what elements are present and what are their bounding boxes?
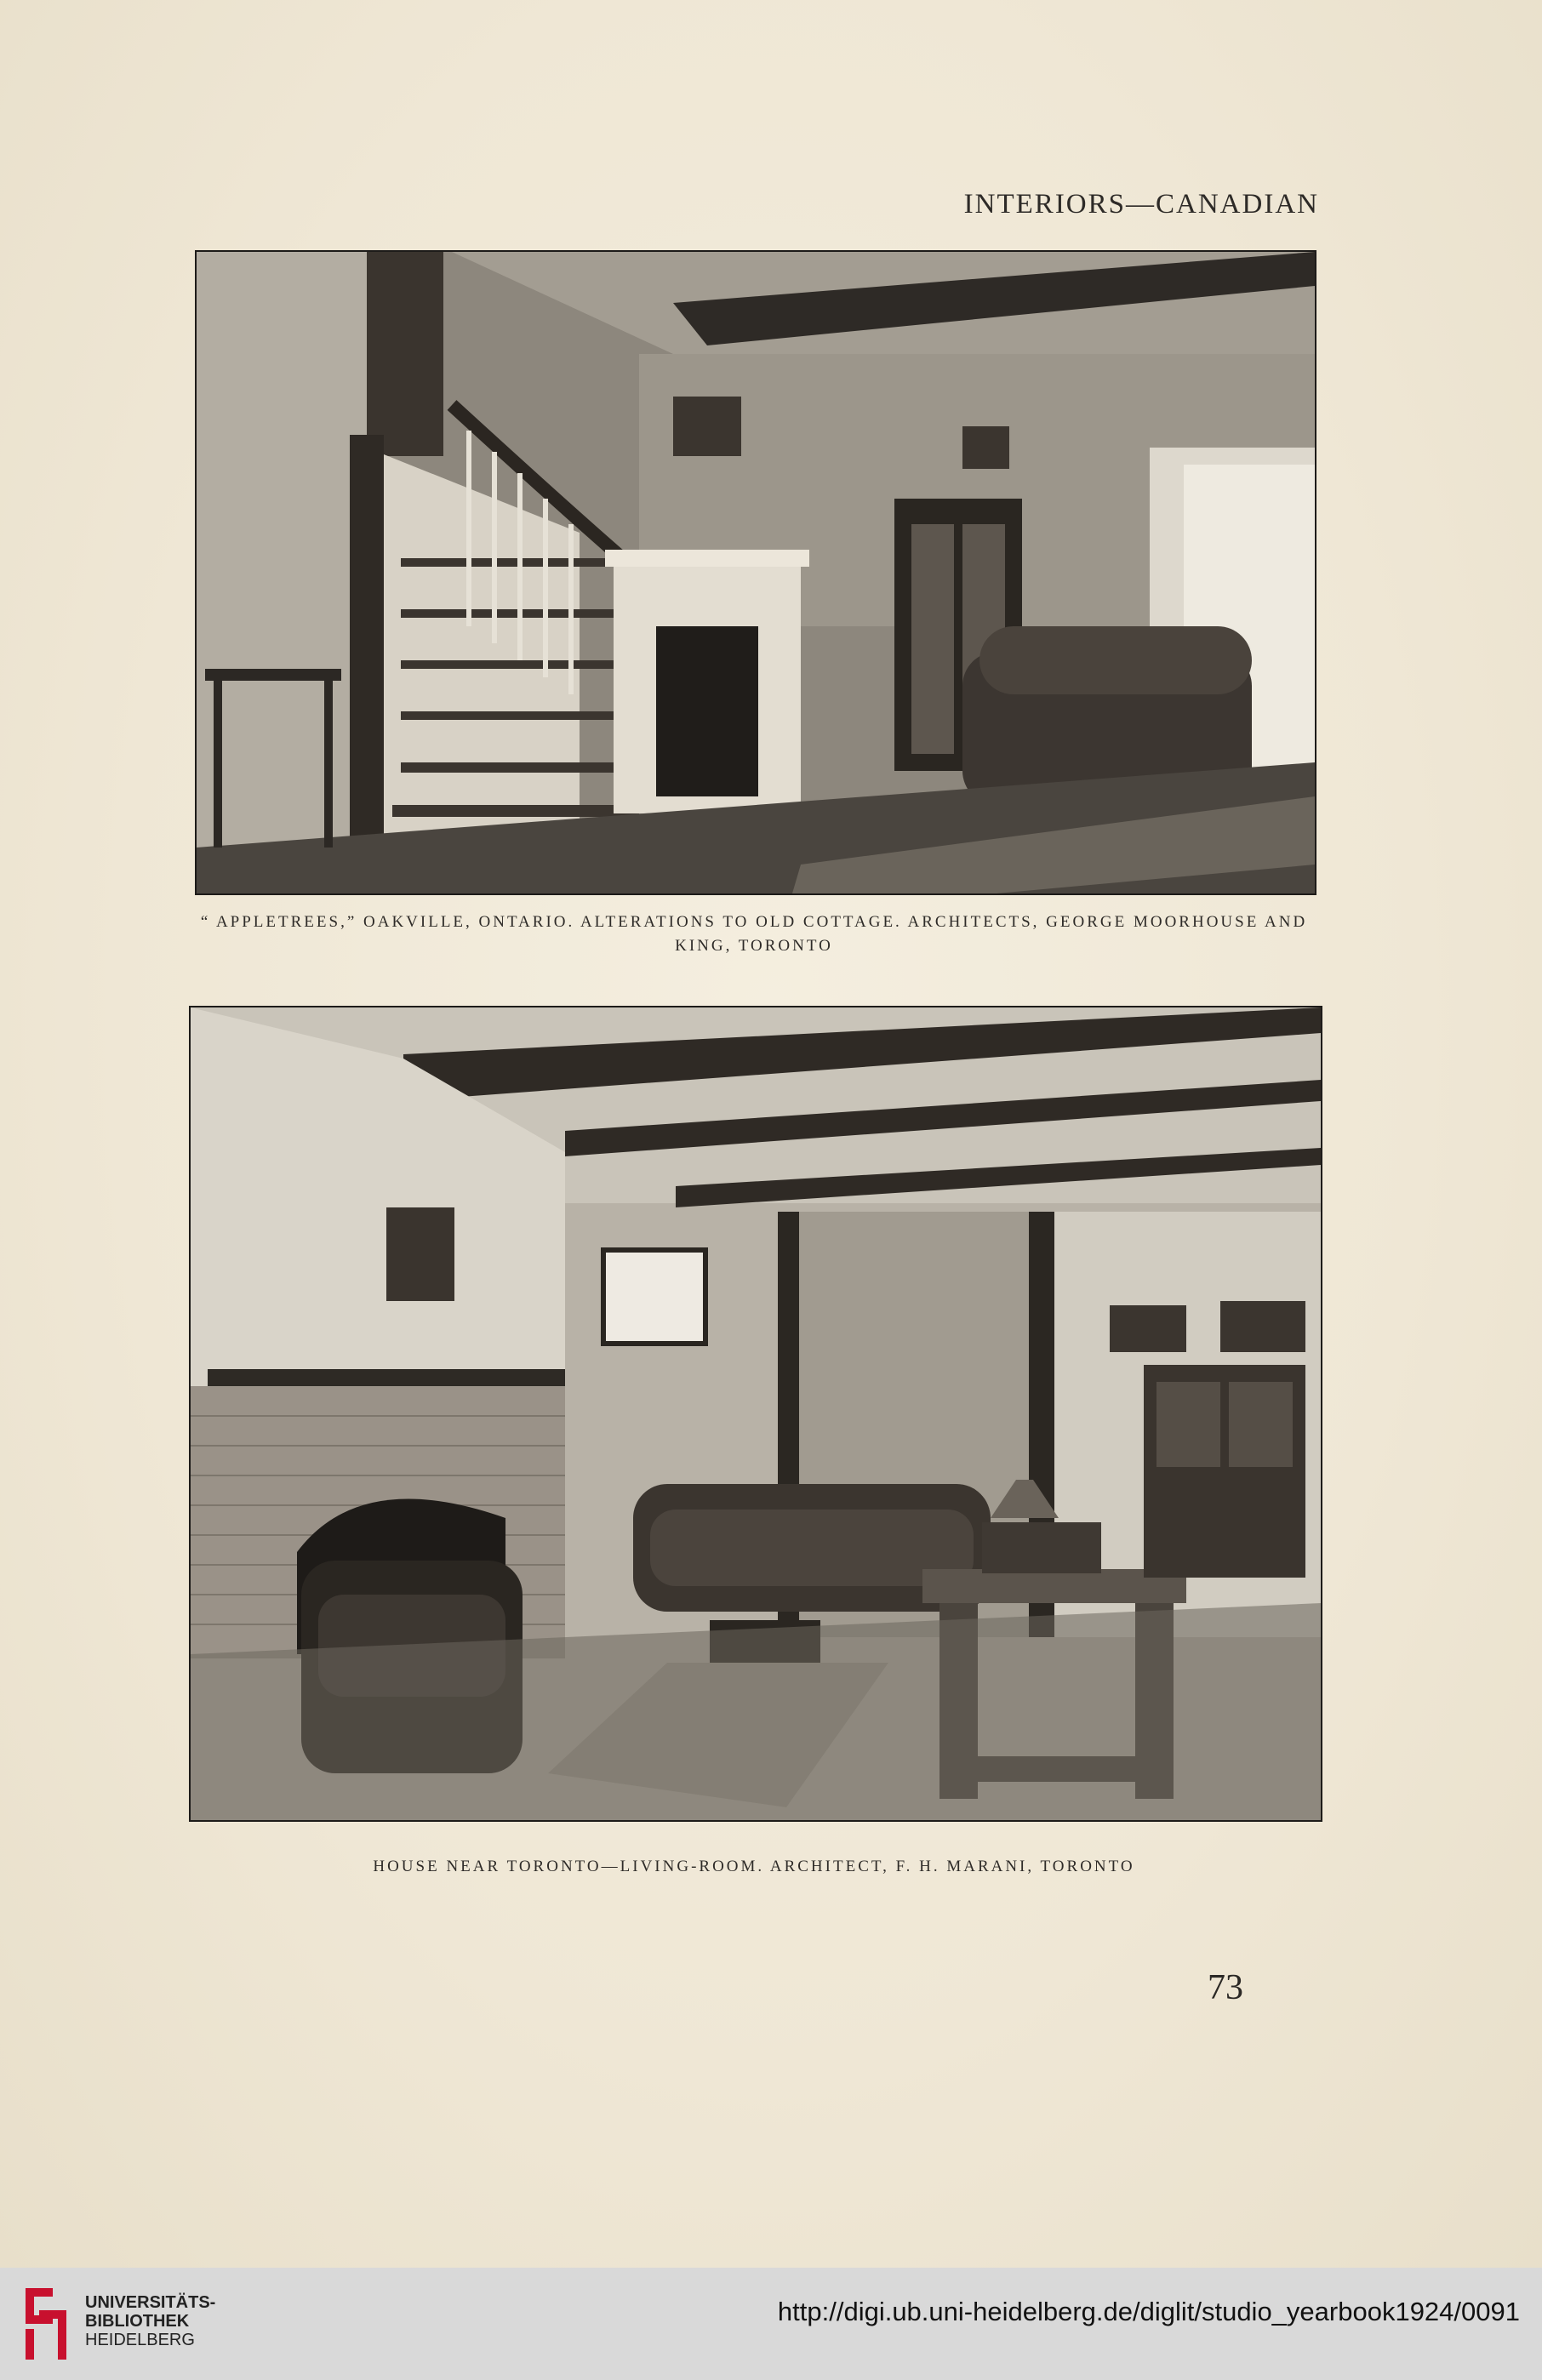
library-name-line1: UNIVERSITÄTS- (85, 2293, 216, 2312)
digitization-footer (0, 2268, 1542, 2380)
page-number: 73 (1208, 1968, 1243, 2007)
library-name (85, 2293, 215, 2349)
running-head: INTERIORS—CANADIAN (963, 189, 1319, 220)
library-logo-icon (19, 2285, 73, 2363)
plate-caption-living-room: HOUSE NEAR TORONTO—LIVING-ROOM. ARCHITECT, F. H. MARANI, TORONTO (373, 1858, 1135, 1875)
plate-caption-appletrees: “ APPLETREES,” OAKVILLE, ONTARIO. ALTERATIONS TO OLD COTTAGE. ARCHITECTS, GEORGE MOORHOUSE AND KING, TORONTO (200, 913, 1308, 955)
permalink-url[interactable]: http://digi.ub.uni-heidelberg.de/diglit/studio_yearbook1924/0091 (777, 2297, 1520, 2326)
living-room-photo (191, 1007, 1321, 1820)
appletrees-interior-photo (197, 252, 1315, 893)
library-name-line2: BIBLIOTHEK (85, 2312, 190, 2331)
photo-plate-appletrees (195, 250, 1316, 895)
library-name-line3: HEIDELBERG (85, 2331, 195, 2349)
photo-plate-living-room (189, 1006, 1322, 1822)
